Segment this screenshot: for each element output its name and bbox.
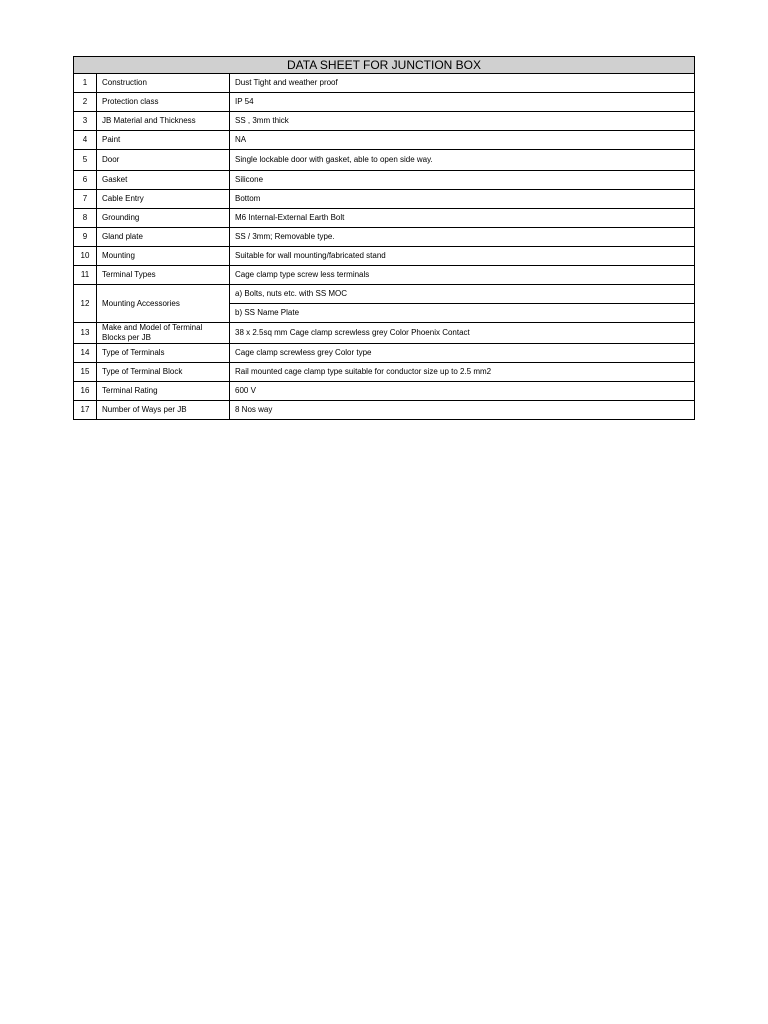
- row-number: 11: [74, 266, 97, 285]
- parameter-cell: Construction: [97, 74, 230, 93]
- row-number: 2: [74, 93, 97, 112]
- parameter-cell: Make and Model of Terminal Blocks per JB: [97, 323, 230, 344]
- value-cell: SS / 3mm; Removable type.: [230, 228, 695, 247]
- row-number: 13: [74, 323, 97, 344]
- row-number: 8: [74, 209, 97, 228]
- parameter-cell: Gland plate: [97, 228, 230, 247]
- row-number: 14: [74, 344, 97, 363]
- value-cell: b) SS Name Plate: [230, 304, 695, 323]
- value-cell: a) Bolts, nuts etc. with SS MOC: [230, 285, 695, 304]
- parameter-cell: Type of Terminals: [97, 344, 230, 363]
- parameter-cell: Type of Terminal Block: [97, 363, 230, 382]
- row-number: 3: [74, 112, 97, 131]
- value-cell: NA: [230, 131, 695, 150]
- table-row: [74, 382, 695, 401]
- row-number: 17: [74, 401, 97, 420]
- table-row: [74, 285, 695, 304]
- value-cell: IP 54: [230, 93, 695, 112]
- parameter-cell: Paint: [97, 131, 230, 150]
- table-row: [74, 74, 695, 93]
- value-cell: 8 Nos way: [230, 401, 695, 420]
- value-cell: Silicone: [230, 171, 695, 190]
- row-number: 6: [74, 171, 97, 190]
- junction-box-datasheet-table: [73, 56, 695, 420]
- value-cell: 38 x 2.5sq mm Cage clamp screwless grey Color Phoenix Contact: [230, 323, 695, 344]
- table-row: [74, 228, 695, 247]
- value-cell: SS , 3mm thick: [230, 112, 695, 131]
- row-number: 9: [74, 228, 97, 247]
- row-number: 4: [74, 131, 97, 150]
- value-cell: Cage clamp screwless grey Color type: [230, 344, 695, 363]
- row-number: 1: [74, 74, 97, 93]
- table-row: [74, 190, 695, 209]
- table-row: [74, 363, 695, 382]
- table-row: [74, 131, 695, 150]
- value-cell: Dust Tight and weather proof: [230, 74, 695, 93]
- table-row: [74, 171, 695, 190]
- parameter-cell: Cable Entry: [97, 190, 230, 209]
- row-number: 7: [74, 190, 97, 209]
- row-number: 5: [74, 150, 97, 171]
- parameter-cell: Terminal Types: [97, 266, 230, 285]
- parameter-cell: Gasket: [97, 171, 230, 190]
- value-cell: Cage clamp type screw less terminals: [230, 266, 695, 285]
- row-number: 16: [74, 382, 97, 401]
- table-row: [74, 93, 695, 112]
- parameter-cell: Number of Ways per JB: [97, 401, 230, 420]
- value-cell: Bottom: [230, 190, 695, 209]
- parameter-cell: Grounding: [97, 209, 230, 228]
- value-cell: Single lockable door with gasket, able to open side way.: [230, 150, 695, 171]
- table-row: [74, 150, 695, 171]
- value-cell: M6 Internal-External Earth Bolt: [230, 209, 695, 228]
- value-cell: Suitable for wall mounting/fabricated stand: [230, 247, 695, 266]
- parameter-cell: Terminal Rating: [97, 382, 230, 401]
- sheet-title: DATA SHEET FOR JUNCTION BOX: [74, 57, 695, 74]
- table-row: [74, 112, 695, 131]
- table-row: [74, 323, 695, 344]
- row-number: 10: [74, 247, 97, 266]
- parameter-cell: Mounting Accessories: [97, 285, 230, 323]
- value-cell: Rail mounted cage clamp type suitable for conductor size up to 2.5 mm2: [230, 363, 695, 382]
- table-row: [74, 209, 695, 228]
- parameter-cell: Protection class: [97, 93, 230, 112]
- row-number: 15: [74, 363, 97, 382]
- parameter-cell: Mounting: [97, 247, 230, 266]
- table-row: [74, 266, 695, 285]
- value-cell: 600 V: [230, 382, 695, 401]
- table-row: [74, 344, 695, 363]
- parameter-cell: Door: [97, 150, 230, 171]
- parameter-cell: JB Material and Thickness: [97, 112, 230, 131]
- title-row: [74, 57, 695, 74]
- table-row: [74, 247, 695, 266]
- row-number: 12: [74, 285, 97, 323]
- table-row: [74, 401, 695, 420]
- table-body: [74, 74, 695, 420]
